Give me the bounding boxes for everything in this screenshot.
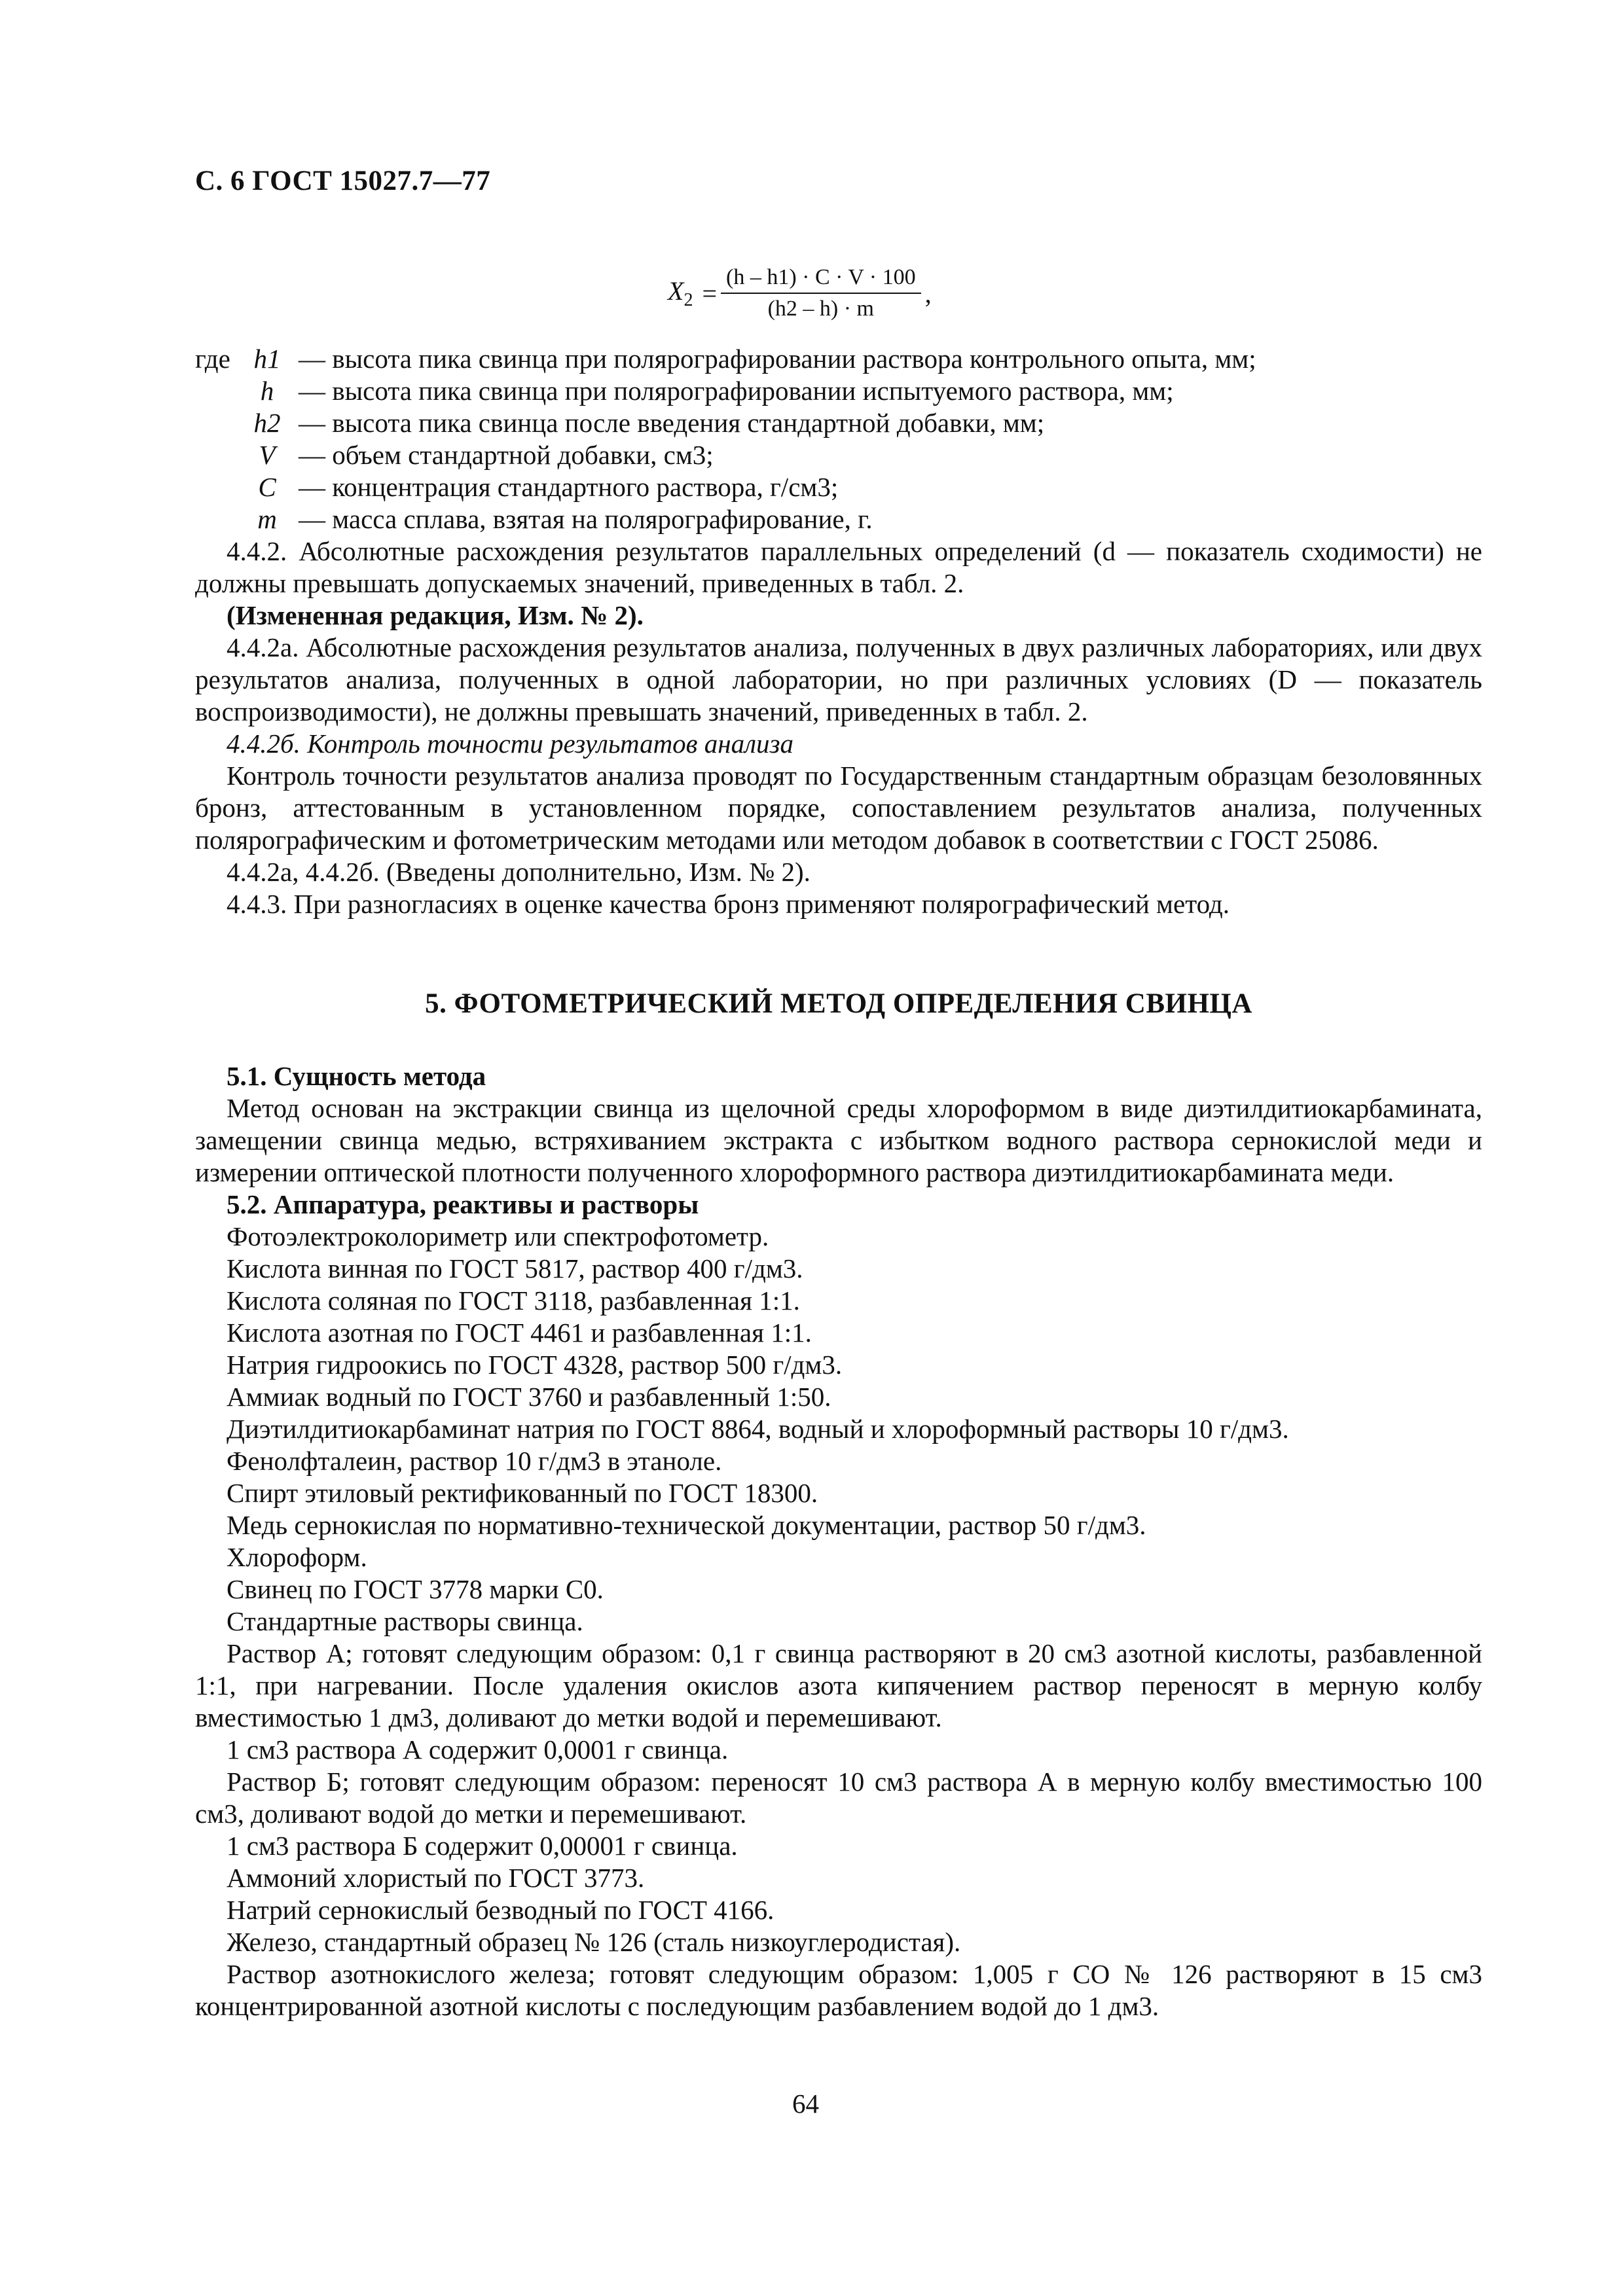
section-5-title: 5. ФОТОМЕТРИЧЕСКИЙ МЕТОД ОПРЕДЕЛЕНИЯ СВИНЦА [425,988,1252,1019]
clause-4-4-block [195,535,1482,920]
clause-5-2-title: 5.2. Аппаратура, реактивы и растворы [227,1189,699,1219]
legend-prefix [195,503,236,535]
solution-b-content: 1 см3 раствора Б содержит 0,00001 г свинца. [227,1831,738,1861]
reagent-item: Кислота соляная по ГОСТ 3118, разбавленная 1:1. [227,1285,800,1316]
legend-description: — высота пика свинца при полярографировании раствора контрольного опыта, мм; [299,344,1256,374]
reagent-item: Диэтилдитиокарбаминат натрия по ГОСТ 8864, водный и хлороформный растворы 10 г/дм3. [227,1414,1289,1444]
formula-x2 [668,254,932,332]
legend-symbol: m [257,504,277,534]
reagent-item: Натрия гидроокись по ГОСТ 4328, раствор 500 г/дм3. [227,1350,843,1380]
clause-5-1-title: 5.1. Сущность метода [227,1061,486,1091]
legend-row [195,375,1482,407]
legend-prefix [195,407,236,439]
clause-4-4-2a: 4.4.2а. Абсолютные расхождения результатов анализа, полученных в двух различных лабораториях, или двух результатов анализа, полученных в одной лаборатории, но при различных условиях (D — показатель воспроизводимости), не должны превышать значений, приведенных в табл. 2. [195,632,1482,726]
reagent-item: Фотоэлектроколориметр или спектрофотометр. [227,1221,769,1251]
legend-symbol: h1 [253,344,281,374]
legend-row [195,343,1482,375]
legend-symbol: V [259,440,276,470]
reagent-item: Железо, стандартный образец № 126 (сталь низкоуглеродистая). [227,1927,961,1957]
reagent-item: Аммиак водный по ГОСТ 3760 и разбавленный 1:50. [227,1382,831,1412]
legend-description: — высота пика свинца при полярографировании испытуемого раствора, мм; [299,376,1174,406]
reagent-item: Хлороформ. [227,1542,367,1572]
solution-b-text: Раствор Б; готовят следующим образом: переносят 10 см3 раствора А в мерную колбу вместимостью 100 см3, доливают водой до метки и перемешивают. [195,1767,1482,1829]
formula-equals: = [702,278,717,308]
section-5-body [195,1060,1482,2022]
legend-description: — объем стандартной добавки, см3; [299,440,714,470]
formula-trailing-comma: , [924,278,932,308]
reagent-item: Свинец по ГОСТ 3778 марки С0. [227,1574,604,1604]
reagent-item: Аммоний хлористый по ГОСТ 3773. [227,1863,645,1893]
clause-4-4-3: 4.4.3. При разногласиях в оценке качества бронз применяют полярографический метод. [227,889,1230,919]
legend-prefix [195,439,236,471]
clause-5-1-text: Метод основан на экстракции свинца из щелочной среды хлороформом в виде диэтилдитиокарбамината, замещении свинца медью, встряхиванием экстракта с избытком водного раствора сернокислой меди и измерении оптической плотности полученного хлороформного раствора диэтилдитиокарбамината меди. [195,1093,1482,1187]
legend-row [195,407,1482,439]
legend-symbol: C [258,472,276,502]
reagent-item: Стандартные растворы свинца. [227,1606,583,1636]
reagent-item: Медь сернокислая по нормативно-технической документации, раствор 50 г/дм3. [227,1510,1146,1540]
reagent-item: Спирт этиловый ректификованный по ГОСТ 18300. [227,1478,818,1508]
legend-row [195,439,1482,471]
clause-4-4-2b-text: Контроль точности результатов анализа проводят по Государственным стандартным образцам безоловянных бронз, аттестованным в установленном порядке, сопоставлением результатов анализа, полученных полярографическим и фотометрическим методами или методом добавок в соответствии с ГОСТ 25086. [195,761,1482,855]
legend-description: — высота пика свинца после введения стандартной добавки, мм; [299,408,1045,438]
formula-denominator: (h2 – h) · m [767,296,875,321]
iron-nitrate-solution: Раствор азотнокислого железа; готовят следующим образом: 1,005 г СО № 126 растворяют в 15 см3 концентрированной азотной кислоты с последующим разбавлением водой до 1 дм3. [195,1959,1482,2021]
legend-symbol: h [260,376,274,406]
formula-fraction [721,265,921,321]
legend-description: — масса сплава, взятая на полярографирование, г. [299,504,873,534]
clause-4-4-2b-title: 4.4.2б. Контроль точности результатов анализа [227,728,793,759]
legend-row [195,503,1482,535]
legend-prefix [195,375,236,407]
reagent-item: Натрий сернокислый безводный по ГОСТ 4166. [227,1895,775,1925]
page-header: С. 6 ГОСТ 15027.7—77 [195,166,491,196]
legend-prefix [195,471,236,503]
solution-a-content: 1 см3 раствора А содержит 0,0001 г свинца. [227,1734,729,1765]
formula-lhs: $X_2$ [668,276,693,310]
legend-description: — концентрация стандартного раствора, г/см3; [299,472,839,502]
reagent-item: Фенолфталеин, раствор 10 г/дм3 в этаноле. [227,1446,722,1476]
reagent-item: Кислота винная по ГОСТ 5817, раствор 400 г/дм3. [227,1253,803,1283]
variable-legend [195,343,1482,535]
amendment-note-added: 4.4.2а, 4.4.2б. (Введены дополнительно, Изм. № 2). [227,857,811,887]
legend-symbol: h2 [253,408,281,438]
legend-prefix: где [195,344,230,374]
amendment-note: (Измененная редакция, Изм. № 2). [227,600,644,630]
clause-4-4-2: 4.4.2. Абсолютные расхождения результатов параллельных определений (d — показатель сходимости) не должны превышать допускаемых значений, приведенных в табл. 2. [195,536,1482,598]
reagent-item: Кислота азотная по ГОСТ 4461 и разбавленная 1:1. [227,1318,812,1348]
formula-numerator: (h – h1) · C · V · 100 [721,265,921,294]
page-number: 64 [792,2089,819,2119]
legend-row [195,471,1482,503]
solution-a-text: Раствор А; готовят следующим образом: 0,1 г свинца растворяют в 20 см3 азотной кислоты, разбавленной 1:1, при нагревании. После удаления окислов азота кипячением раствор переносят в мерную колбу вместимостью 1 дм3, доливают до метки водой и перемешивают. [195,1638,1482,1732]
